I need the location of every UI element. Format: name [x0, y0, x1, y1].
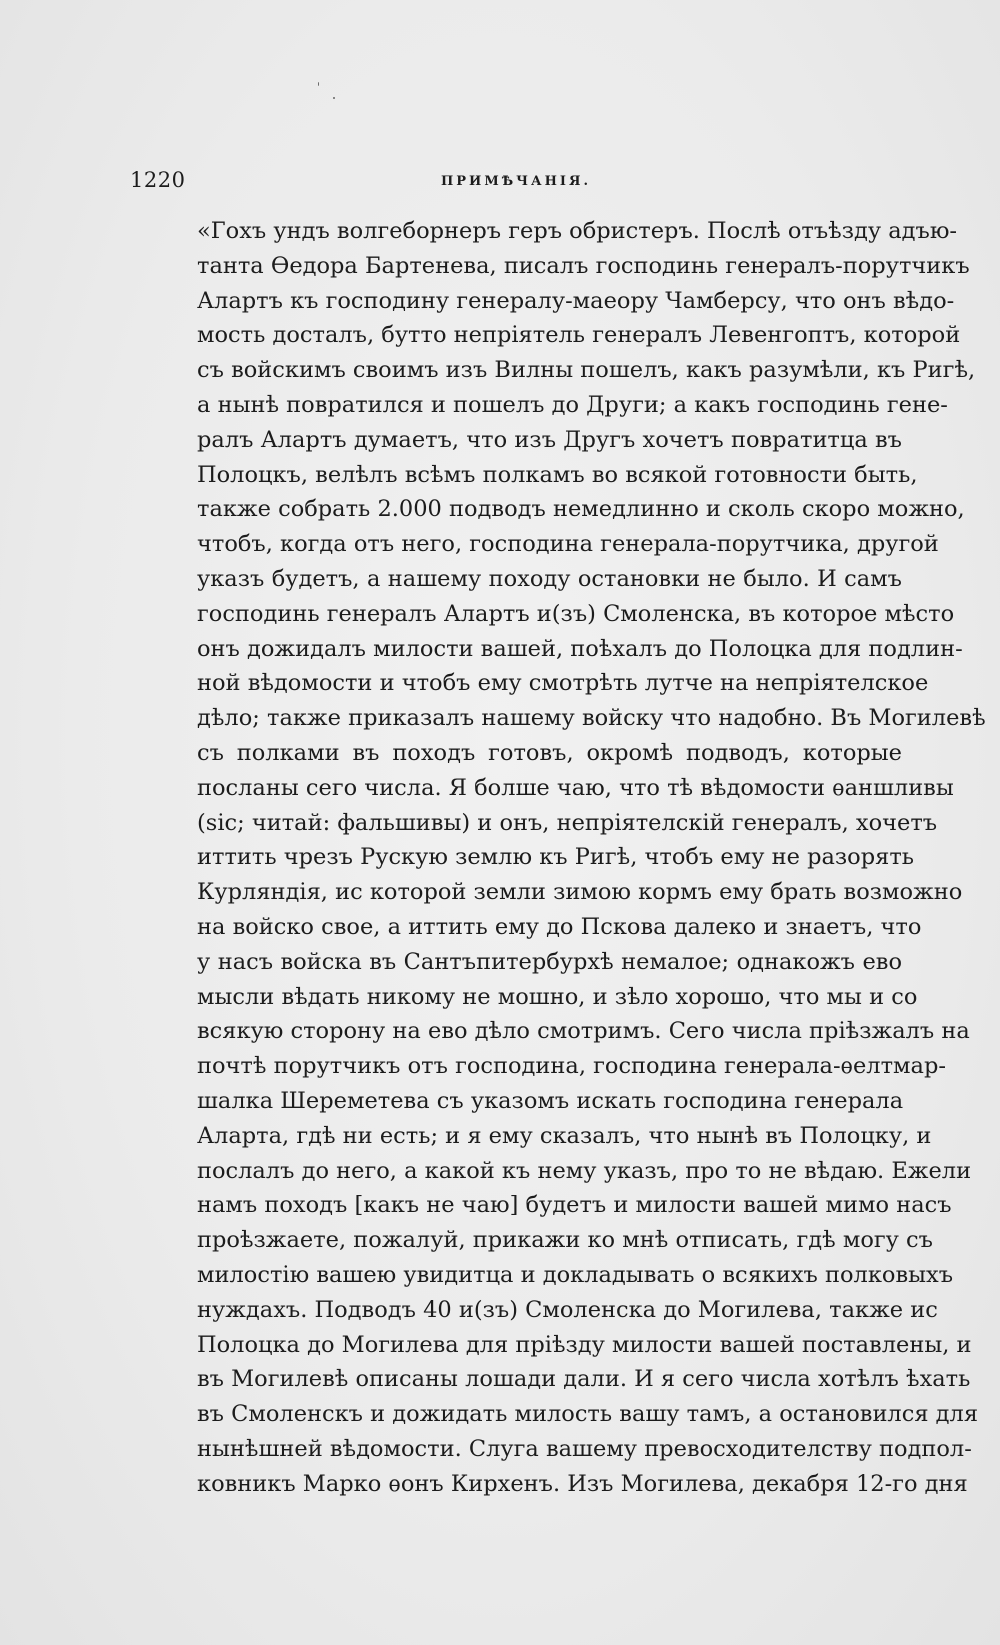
page-number: 1220 — [130, 168, 186, 192]
text-line: милостію вашею увидитца и докладывать о всякихъ полковыхъ — [197, 1261, 954, 1288]
text-line: въ Смоленскъ и дожидать милость вашу тамъ, а остановился для — [197, 1401, 979, 1428]
text-line: нуждахъ. Подводъ 40 и(зъ) Смоленска до Могилева, также ис — [197, 1296, 938, 1323]
text-line: иттить чрезъ Рускую землю къ Ригѣ, чтобъ ему не разорять — [197, 844, 915, 871]
text-line: танта Ѳедора Бартенева, писалъ господинь генералъ-порутчикъ — [197, 252, 970, 279]
text-line: мысли вѣдать никому не мошно, и зѣло хорошо, что мы и со — [197, 983, 918, 1010]
paper-speck — [333, 97, 335, 99]
text-line: чтобъ, когда отъ него, господина генерала-порутчика, другой — [197, 531, 939, 558]
text-line: посланы сего числа. Я болше чаю, что тѣ вѣдомости ѳаншливы — [197, 774, 954, 801]
text-line: въ Могилевѣ описаны лошади дали. И я сего числа хотѣлъ ѣхать — [197, 1366, 971, 1393]
text-line: у насъ войска въ Сантъпитербурхѣ немалое; однакожъ ево — [197, 948, 902, 975]
text-line: а нынѣ повратился и пошелъ до Други; а какъ господинь гене- — [197, 391, 948, 418]
running-head: ПРИМѢЧАНІЯ. — [441, 174, 591, 189]
text-line: всякую сторону на ево дѣло смотримъ. Сего числа пріѣзжалъ на — [197, 1018, 970, 1045]
text-line: дѣло; также приказалъ нашему войску что надобно. Въ Могилевѣ — [197, 705, 986, 732]
text-line: онъ дожидалъ милости вашей, поѣхалъ до Полоцка для подлин- — [197, 635, 963, 662]
text-line: намъ походъ [какъ не чаю] будетъ и милости вашей мимо насъ — [197, 1192, 952, 1219]
text-line: указъ будетъ, а нашему походу остановки не было. И самъ — [197, 565, 902, 592]
body-text — [197, 214, 986, 1501]
text-line: Курляндія, ис которой земли зимою кормъ ему брать возможно — [197, 879, 963, 906]
text-line: Алартъ къ господину генералу-маеору Чамберсу, что онъ вѣдо- — [197, 287, 955, 314]
text-line: почтѣ порутчикъ отъ господина, господина генерала-ѳелтмар- — [197, 1053, 946, 1080]
text-line: ной вѣдомости и чтобъ ему смотрѣть лутче на непріятелское — [197, 670, 929, 697]
paper-speck — [318, 82, 319, 86]
text-line: послалъ до него, а какой къ нему указъ, про то не вѣдаю. Ежели — [197, 1157, 972, 1184]
text-line: Полоцка до Могилева для пріѣзду милости вашей поставлены, и — [197, 1331, 972, 1358]
text-line: на войско свое, а иттить ему до Пскова далеко и знаетъ, что — [197, 913, 922, 940]
text-line: шалка Шереметева съ указомъ искать господина генерала — [197, 1087, 904, 1114]
text-line: ралъ Алартъ думаетъ, что изъ Другъ хочетъ повратитца въ — [197, 426, 902, 453]
text-line: съ полками въ походъ готовъ, окромѣ подводъ, которые — [197, 739, 902, 766]
text-line: «Гохъ ундъ волгеборнеръ геръ обристеръ. Послѣ отъѣзду адъю- — [197, 218, 958, 244]
text-line: ковникъ Марко ѳонъ Кирхенъ. Изъ Могилева, декабря 12-го дня — [197, 1470, 968, 1497]
text-line: съ войскимъ своимъ изъ Вилны пошелъ, какъ разумѣли, къ Ригѣ, — [197, 357, 976, 384]
page-header — [130, 168, 902, 198]
text-line: проѣзжаете, пожалуй, прикажи ко мнѣ отписать, гдѣ могу съ — [197, 1227, 933, 1254]
text-line: нынѣшней вѣдомости. Слуга вашему превосходителству подпол- — [197, 1435, 972, 1462]
text-line: Полоцкъ, велѣлъ всѣмъ полкамъ во всякой готовности быть, — [197, 461, 918, 488]
text-line: Аларта, гдѣ ни есть; и я ему сказалъ, что нынѣ въ Полоцку, и — [197, 1122, 932, 1149]
text-line: также собрать 2.000 подводъ немедлинно и сколь скоро можно, — [197, 496, 965, 523]
text-line: господинь генералъ Алартъ и(зъ) Смоленска, въ которое мѣсто — [197, 600, 955, 627]
text-line: (sic; читай: фальшивы) и онъ, непріятелскій генералъ, хочетъ — [197, 809, 938, 836]
text-line: мость досталъ, бутто непріятель генералъ Левенгоптъ, которой — [197, 322, 961, 349]
